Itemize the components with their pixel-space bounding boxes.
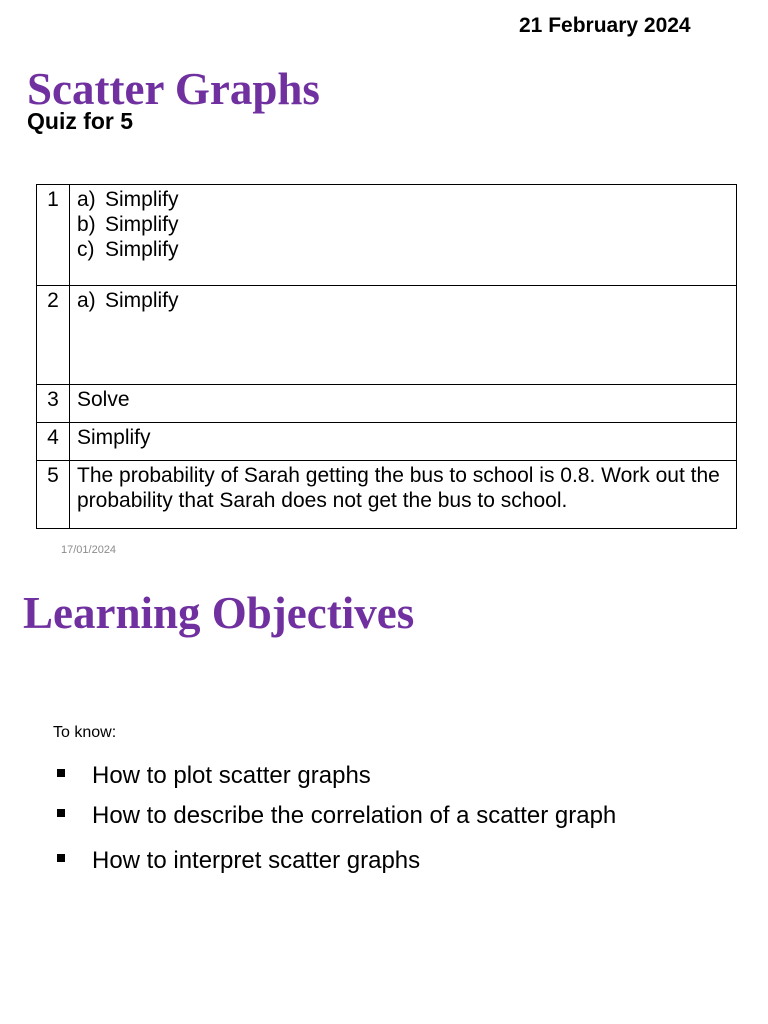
question-text: The probability of Sarah getting the bus to school is 0.8. Work out the probability that Sarah does not get the bus to school. [70, 461, 737, 529]
quiz-subtitle: Quiz for 5 [27, 108, 134, 134]
footer-date: 17/01/2024 [61, 544, 117, 556]
objective-item [53, 796, 616, 836]
objective-text: How to interpret scatter graphs [92, 847, 421, 874]
quiz-row [37, 461, 737, 529]
quiz-table [36, 184, 737, 529]
objectives-list [53, 756, 616, 881]
question-text: Simplify [70, 423, 737, 461]
part-text: Simplify [105, 188, 179, 211]
part-text: Simplify [105, 289, 179, 312]
objectives-intro: To know: [53, 724, 117, 741]
part-text: Simplify [105, 238, 179, 261]
question-content [70, 286, 737, 385]
question-number: 2 [37, 286, 70, 385]
question-part [77, 187, 729, 212]
objective-text: How to plot scatter graphs [92, 762, 371, 789]
square-bullet-icon [57, 854, 65, 862]
question-content [70, 185, 737, 286]
objectives-title: Learning Objectives [23, 588, 415, 638]
question-part [77, 288, 729, 313]
objective-text: How to describe the correlation of a scatter graph [92, 802, 617, 829]
part-letter: a) [77, 289, 96, 312]
part-text: Simplify [105, 213, 179, 236]
slide-title: Scatter Graphs [27, 64, 320, 114]
header-date: 21 February 2024 [519, 14, 691, 37]
quiz-row [37, 423, 737, 461]
question-number: 3 [37, 385, 70, 423]
quiz-row [37, 185, 737, 286]
question-part [77, 237, 729, 262]
question-text: Solve [70, 385, 737, 423]
question-number: 4 [37, 423, 70, 461]
quiz-row [37, 385, 737, 423]
quiz-row [37, 286, 737, 385]
square-bullet-icon [57, 809, 65, 817]
objective-item [53, 841, 616, 881]
square-bullet-icon [57, 769, 65, 777]
part-letter: a) [77, 188, 96, 211]
part-letter: b) [77, 213, 96, 236]
objective-item [53, 756, 616, 796]
question-number: 5 [37, 461, 70, 529]
part-letter: c) [77, 238, 95, 261]
question-part [77, 212, 729, 237]
question-number: 1 [37, 185, 70, 286]
